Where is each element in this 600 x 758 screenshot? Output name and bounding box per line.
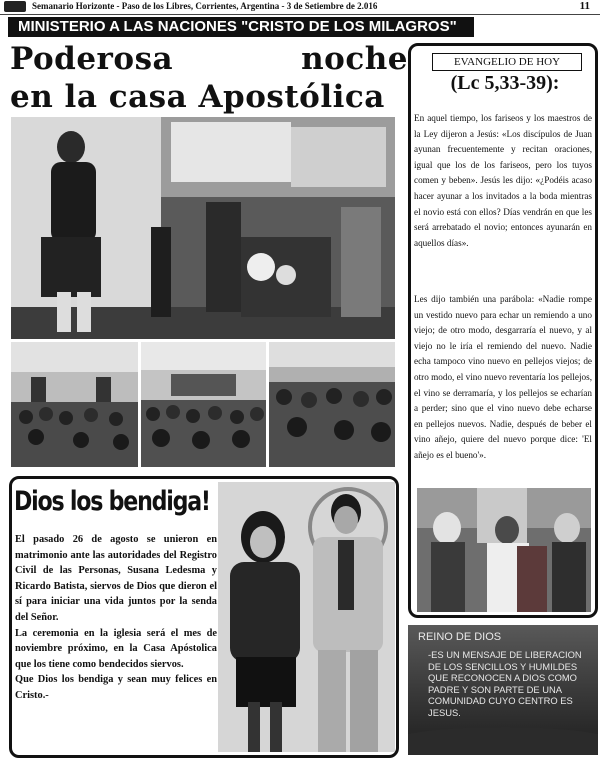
newspaper-logo [4,1,26,12]
main-photo-preacher [11,117,395,339]
masthead: Semanario Horizonte - Paso de los Libres, Corrientes, Argentina - 3 de Setiembre de 2.016 [32,1,378,11]
page-number: 11 [579,0,590,12]
gospel-paragraph-2: Les dijo también una parábola: «Nadie rompe un vestido nuevo para echar un remiendo a uno viejo; de otro modo, desgarraría el nuevo, y al viejo no le iría el remiendo del nuevo. Nadie echa tampoco vino nuevo en pellejos viejos; de otro modo, el vino nuevo reventaría los pellejos, el vino se derramaría, y los pellejos se echarían a perder; sino que el vino nuevo debe echarse en pellejos nuevos. Nadie, después de beber el vino añejo, quiere del nuevo porque dice: 'El añejo es el bueno'». [414,294,592,460]
crowd-photo-3 [269,342,395,467]
gospel-paragraph-1: En aquel tiempo, los fariseos y los maestros de la Ley dijeron a Jesús: «Los discípulos de Juan ayunan frecuentemente y recitan oraciones, igual que los de los fariseos, pero los tuyos comen y beben». Jesús les dijo: «¿Podéis acaso hacer ayunar a los invitados a la boda mientras el novio está con ellos? Días vendrán en que les será arrebatado el novio; entonces ayunarán en aquellos días». [414,113,592,248]
reino-title: REINO DE DIOS [418,631,502,643]
headline-word-1: Poderosa [10,41,174,77]
blessing-text [15,532,217,704]
blessing-paragraph-1: El pasado 26 de agosto se unieron en matrimonio ante las autoridades del Registro Civil de las Personas, Susana Ledesma y Ricardo Batista, siervos de Dios que dieron el sí para iniciar una vida juntos por la senda del Señor. [15,534,217,623]
gospel-reference: (Lc 5,33-39): [450,72,560,94]
section-banner: MINISTERIO A LAS NACIONES "CRISTO DE LOS MILAGROS" [8,17,474,37]
gospel-title: EVANGELIO DE HOY [432,53,582,71]
gospel-illustration [417,488,591,612]
blessing-paragraph-3: Que Dios los bendiga y sean muy felices en Cristo.- [15,674,217,701]
crowd-photo-2 [141,342,266,467]
blessing-title: Dios los bendiga! [14,486,210,517]
couple-photo [218,482,395,752]
headline-line-1 [10,40,408,78]
headline-line-2: en la casa Apostólica [10,79,385,115]
headline-word-2: noche [301,41,408,77]
crowd-photo-1 [11,342,138,467]
blessing-paragraph-2: La ceremonia en la iglesia será el mes de noviembre próximo, en la Casa Apóstolica que los tiene como bendecidos siervos. [15,627,217,670]
reino-text: -ES UN MENSAJE DE LIBERACION DE LOS SENCILLOS Y HUMILDES QUE RECONOCEN A DIOS COMO PADRE Y SON PARTE DE UNA COMUNIDAD CUYO CENTRO ES JESUS. [428,649,582,718]
headline [10,40,408,116]
